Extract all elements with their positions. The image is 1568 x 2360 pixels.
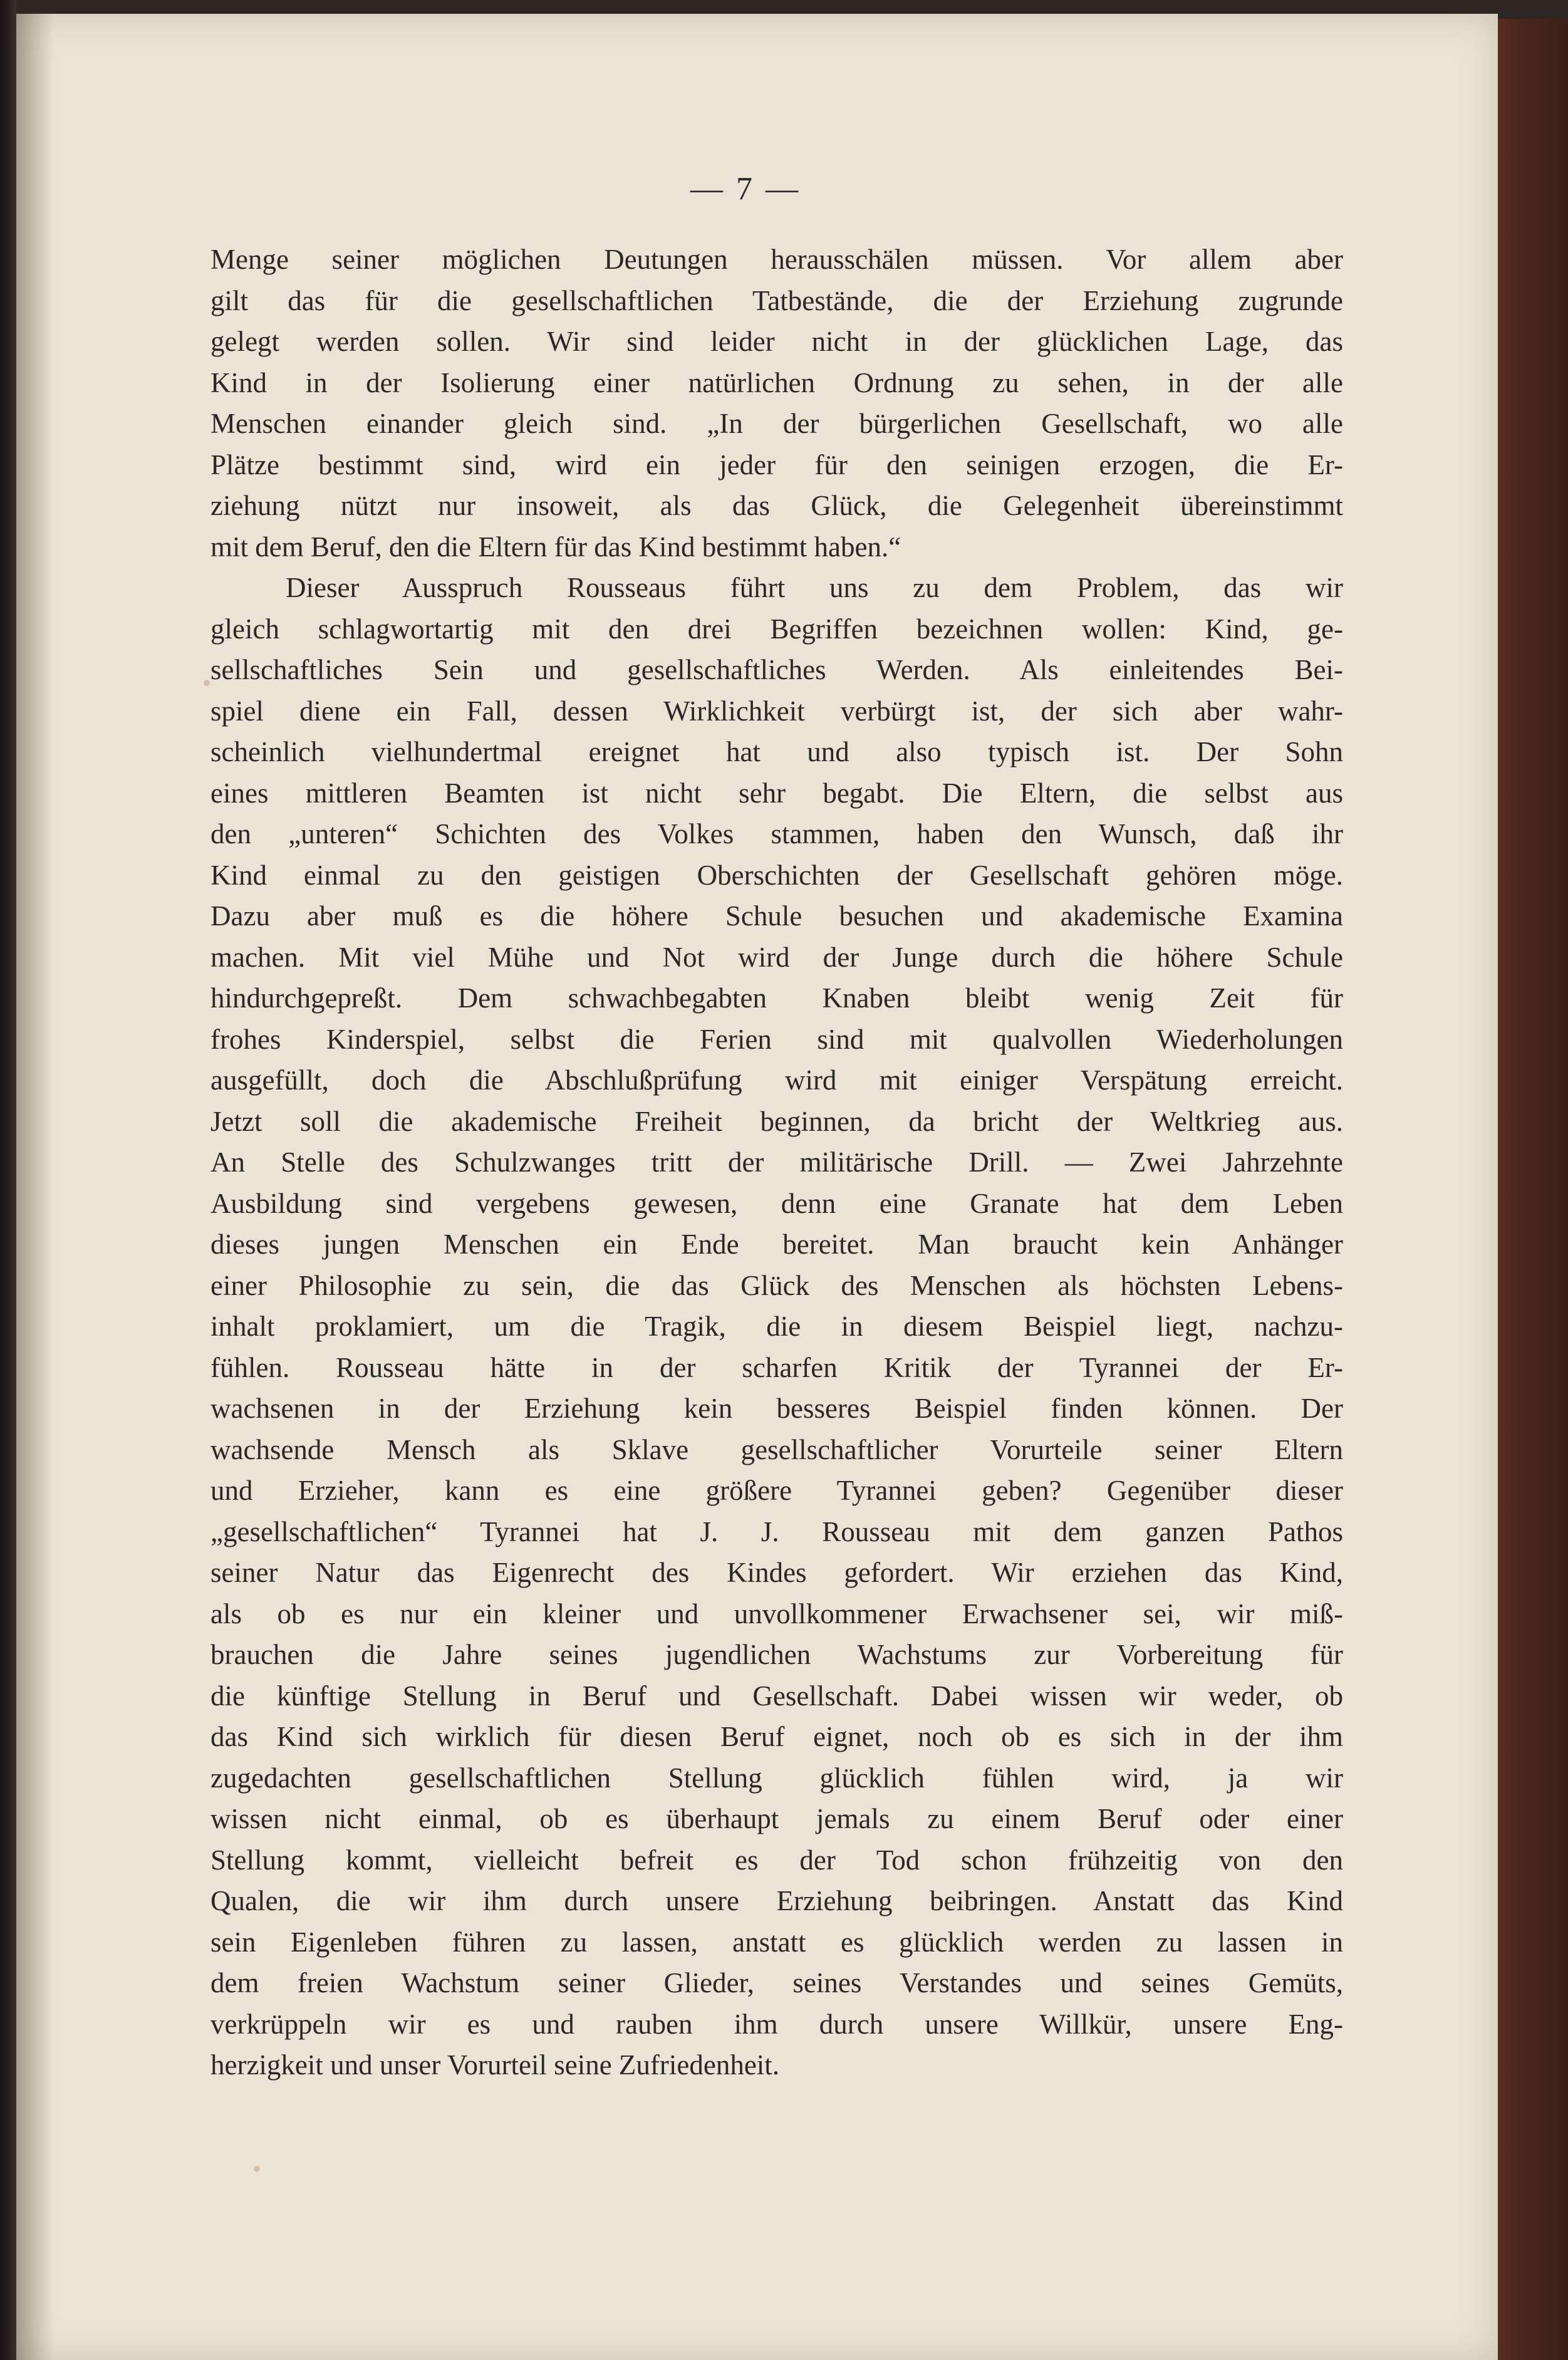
text-line: ausgefüllt, doch die Abschlußprüfung wird mit einiger Verspätung erreicht. xyxy=(210,1064,1343,1096)
text-line: Menschen einander gleich sind. „In der bürgerlichen Gesellschaft, wo alle xyxy=(210,408,1343,439)
text-line: dieses jungen Menschen ein Ende bereitet. Man braucht kein Anhänger xyxy=(210,1229,1343,1260)
text-line: sellschaftliches Sein und gesellschaftliches Werden. Als einleitendes Bei- xyxy=(210,654,1343,685)
text-line: gilt das für die gesellschaftlichen Tatbestände, die der Erziehung zugrunde xyxy=(210,284,1343,316)
text-line: inhalt proklamiert, um die Tragik, die in diesem Beispiel liegt, nachzu- xyxy=(210,1311,1343,1342)
text-line: scheinlich vielhundertmal ereignet hat und also typisch ist. Der Sohn xyxy=(210,736,1343,767)
text-line: eines mittleren Beamten ist nicht sehr begabt. Die Eltern, die selbst aus xyxy=(210,777,1343,809)
text-line: verkrüppeln wir es und rauben ihm durch unsere Willkür, unsere Eng- xyxy=(210,2008,1343,2040)
text-line: Qualen, die wir ihm durch unsere Erziehung beibringen. Anstatt das Kind xyxy=(210,1885,1343,1916)
text-line: den „unteren“ Schichten des Volkes stammen, haben den Wunsch, daß ihr xyxy=(210,818,1343,850)
text-line: die künftige Stellung in Beruf und Gesellschaft. Dabei wissen wir weder, ob xyxy=(210,1680,1343,1712)
text-line: ziehung nützt nur insoweit, als das Glück, die Gelegenheit übereinstimmt xyxy=(210,490,1343,521)
text-line: dem freien Wachstum seiner Glieder, seines Verstandes und seines Gemüts, xyxy=(210,1967,1343,1999)
text-line: spiel diene ein Fall, dessen Wirklichkeit verbürgt ist, der sich aber wahr- xyxy=(210,695,1343,727)
text-line: fühlen. Rousseau hätte in der scharfen Kritik der Tyrannei der Er- xyxy=(210,1351,1343,1383)
text-line: und Erzieher, kann es eine größere Tyrannei geben? Gegenüber dieser xyxy=(210,1475,1343,1506)
text-line: einer Philosophie zu sein, die das Glück des Menschen als höchsten Lebens- xyxy=(210,1269,1343,1301)
book-cover-edge xyxy=(1491,19,1568,2360)
paper-speck xyxy=(254,2166,260,2172)
text-line: wachsenen in der Erziehung kein besseres Beispiel finden können. Der xyxy=(210,1393,1343,1424)
text-line: Jetzt soll die akademische Freiheit beginnen, da bricht der Weltkrieg aus. xyxy=(210,1105,1343,1137)
text-line: Ausbildung sind vergebens gewesen, denn eine Granate hat dem Leben xyxy=(210,1187,1343,1219)
text-line: Plätze bestimmt sind, wird ein jeder für den seinigen erzogen, die Er- xyxy=(210,449,1343,481)
text-line: frohes Kinderspiel, selbst die Ferien sind mit qualvollen Wiederholungen xyxy=(210,1023,1343,1055)
text-line: Stellung kommt, vielleicht befreit es der Tod schon frühzeitig von den xyxy=(210,1844,1343,1876)
text-line: Menge seiner möglichen Deutungen herausschälen müssen. Vor allem aber xyxy=(210,244,1343,275)
page-number: — 7 — xyxy=(690,171,801,207)
text-line: Kind einmal zu den geistigen Oberschichten der Gesellschaft gehören möge. xyxy=(210,859,1343,891)
text-line: gleich schlagwortartig mit den drei Begriffen bezeichnen wollen: Kind, ge- xyxy=(210,613,1343,645)
book-binding-left xyxy=(0,0,16,2360)
text-line: Dieser Ausspruch Rousseaus führt uns zu dem Problem, das wir xyxy=(286,572,1343,603)
text-line: mit dem Beruf, den die Eltern für das Kind bestimmt haben.“ xyxy=(210,531,901,563)
text-line: seiner Natur das Eigenrecht des Kindes gefordert. Wir erziehen das Kind, xyxy=(210,1557,1343,1588)
text-line: brauchen die Jahre seines jugendlichen Wachstums zur Vorbereitung für xyxy=(210,1639,1343,1670)
text-line: wissen nicht einmal, ob es überhaupt jemals zu einem Beruf oder einer xyxy=(210,1803,1343,1834)
text-line: Kind in der Isolierung einer natürlichen Ordnung zu sehen, in der alle xyxy=(210,366,1343,398)
body-text xyxy=(210,239,1343,2086)
text-line: hindurchgepreßt. Dem schwachbegabten Knaben bleibt wenig Zeit für xyxy=(210,982,1343,1014)
text-line: Dazu aber muß es die höhere Schule besuchen und akademische Examina xyxy=(210,900,1343,932)
text-line: wachsende Mensch als Sklave gesellschaftlicher Vorurteile seiner Eltern xyxy=(210,1433,1343,1465)
text-line: gelegt werden sollen. Wir sind leider nicht in der glücklichen Lage, das xyxy=(210,326,1343,357)
gutter-shadow xyxy=(16,14,54,2360)
text-line: sein Eigenleben führen zu lassen, anstatt es glücklich werden zu lassen in xyxy=(210,1926,1343,1958)
text-line: machen. Mit viel Mühe und Not wird der Junge durch die höhere Schule xyxy=(210,941,1343,973)
paper-speck xyxy=(204,680,210,686)
text-line: das Kind sich wirklich für diesen Beruf eignet, noch ob es sich in der ihm xyxy=(210,1721,1343,1752)
text-line: zugedachten gesellschaftlichen Stellung glücklich fühlen wird, ja wir xyxy=(210,1762,1343,1794)
text-line: An Stelle des Schulzwanges tritt der militärische Drill. — Zwei Jahrzehnte xyxy=(210,1146,1343,1178)
text-line: als ob es nur ein kleiner und unvollkommener Erwachsener sei, wir miß- xyxy=(210,1598,1343,1630)
text-line: „gesellschaftlichen“ Tyrannei hat J. J. Rousseau mit dem ganzen Pathos xyxy=(210,1515,1343,1547)
text-line: herzigkeit und unser Vorurteil seine Zufriedenheit. xyxy=(210,2049,780,2081)
